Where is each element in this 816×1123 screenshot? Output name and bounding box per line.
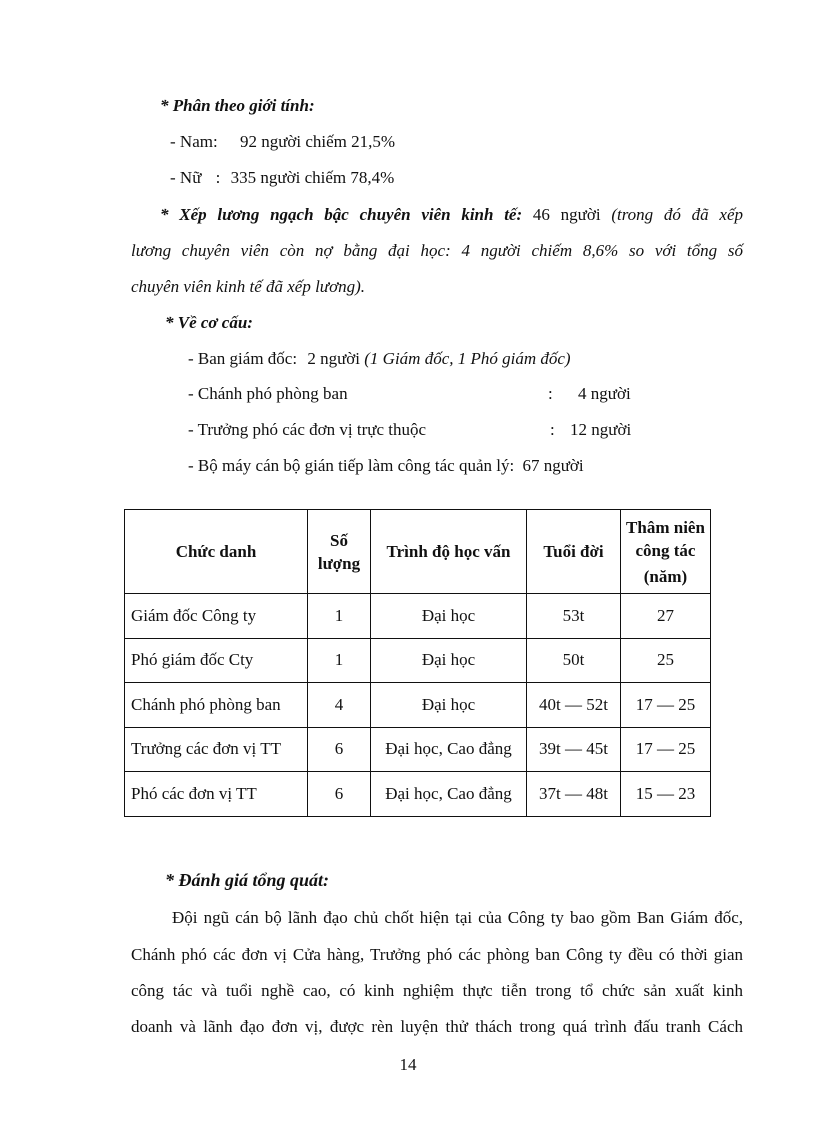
cell-education: Đại học (371, 683, 527, 728)
structure-item-label: - Ban giám đốc: (188, 349, 298, 368)
gender-male-value: 92 người chiếm 21,5% (239, 132, 396, 151)
cell-seniority: 17 — 25 (621, 727, 711, 772)
header-seniority-line-3: (năm) (643, 566, 688, 586)
cell-age: 50t (527, 638, 621, 683)
gender-female-value: 335 người chiếm 78,4% (230, 168, 395, 187)
page-number: 14 (399, 1055, 417, 1074)
structure-item-sep: : (548, 384, 553, 403)
cell-age: 40t — 52t (527, 683, 621, 728)
cell-count: 1 (308, 638, 371, 683)
table-row (125, 683, 711, 728)
cell-age: 53t (527, 594, 621, 639)
header-seniority-line-1: Thâm niên (626, 517, 705, 537)
table-row (125, 638, 711, 683)
structure-item-value: 2 người (307, 349, 360, 368)
gender-female-line (170, 168, 394, 188)
assessment-line-4: doanh và lãnh đạo đơn vị, được rèn luyện thử thách trong quá trình đấu tranh Cách (131, 1017, 743, 1036)
structure-item-value: 4 người (578, 384, 631, 403)
cell-seniority: 25 (621, 638, 711, 683)
salary-line-2: lương chuyên viên còn nợ bằng đại học: 4 người chiếm 8,6% so với tổng số (131, 241, 743, 260)
cell-count: 4 (308, 683, 371, 728)
cell-count: 6 (308, 727, 371, 772)
gender-female-label: - Nữ (170, 168, 202, 187)
table-row (125, 594, 711, 639)
cell-education: Đại học (371, 638, 527, 683)
structure-item-sep: : (550, 420, 555, 439)
cell-age: 37t — 48t (527, 772, 621, 817)
cell-education: Đại học, Cao đẳng (371, 772, 527, 817)
salary-heading: * Xếp lương ngạch bậc chuyên viên kinh tế: (160, 205, 523, 224)
structure-item-value: 12 người (570, 420, 632, 439)
structure-item-label: - Bộ máy cán bộ gián tiếp làm công tác quản lý: (188, 456, 515, 475)
cell-title: Giám đốc Công ty (125, 594, 308, 639)
header-seniority-line-2: công tác (635, 540, 696, 560)
cell-education: Đại học, Cao đẳng (371, 727, 527, 772)
structure-item-note: (1 Giám đốc, 1 Phó giám đốc) (364, 349, 571, 368)
assessment-heading: * Đánh giá tổng quát: (165, 870, 330, 890)
assessment-line-3: công tác và tuổi nghề cao, có kinh nghiệm thực tiễn trong tổ chức sản xuất kinh (131, 981, 743, 1000)
structure-item-label: - Trưởng phó các đơn vị trực thuộc (188, 420, 427, 439)
salary-note: (trong đó đã xếp (611, 205, 743, 224)
cell-seniority: 27 (621, 594, 711, 639)
cell-count: 1 (308, 594, 371, 639)
cell-age: 39t — 45t (527, 727, 621, 772)
header-count-line-2: lượng (317, 553, 361, 573)
header-title: Chức danh (125, 510, 308, 594)
header-count-line-1: Số (330, 530, 348, 550)
header-count (308, 510, 371, 594)
cell-title: Chánh phó phòng ban (125, 683, 308, 728)
salary-line-1 (160, 205, 743, 225)
table-row (125, 772, 711, 817)
salary-count: 46 người (532, 205, 601, 224)
structure-item-value: 67 người (522, 456, 584, 475)
cell-title: Phó các đơn vị TT (125, 772, 308, 817)
header-age: Tuổi đời (527, 510, 621, 594)
header-seniority (621, 510, 711, 594)
header-education: Trình độ học vấn (371, 510, 527, 594)
assessment-line-2: Chánh phó các đơn vị Cửa hàng, Trưởng phó các phòng ban Công ty đều có thời gian (131, 945, 743, 964)
leadership-table (124, 509, 711, 817)
gender-male-label: - Nam: (170, 132, 218, 151)
cell-seniority: 17 — 25 (621, 683, 711, 728)
structure-item-indirect-staff (188, 456, 584, 476)
cell-education: Đại học (371, 594, 527, 639)
cell-seniority: 15 — 23 (621, 772, 711, 817)
salary-line-3: chuyên viên kinh tế đã xếp lương). (131, 277, 366, 296)
gender-male-line (170, 132, 395, 152)
cell-count: 6 (308, 772, 371, 817)
structure-heading: * Về cơ cấu: (165, 313, 253, 332)
structure-item-label: - Chánh phó phòng ban (188, 384, 348, 403)
structure-item-unit-heads (188, 420, 426, 440)
structure-item-board (188, 349, 571, 369)
table-row (125, 727, 711, 772)
structure-item-dept-heads (188, 384, 348, 404)
table-header-row (125, 510, 711, 594)
gender-heading: * Phân theo giới tính: (160, 96, 315, 115)
gender-female-sep: : (215, 168, 221, 187)
cell-title: Trưởng các đơn vị TT (125, 727, 308, 772)
assessment-line-1: Đội ngũ cán bộ lãnh đạo chủ chốt hiện tại của Công ty bao gồm Ban Giám đốc, (172, 908, 743, 927)
cell-title: Phó giám đốc Cty (125, 638, 308, 683)
